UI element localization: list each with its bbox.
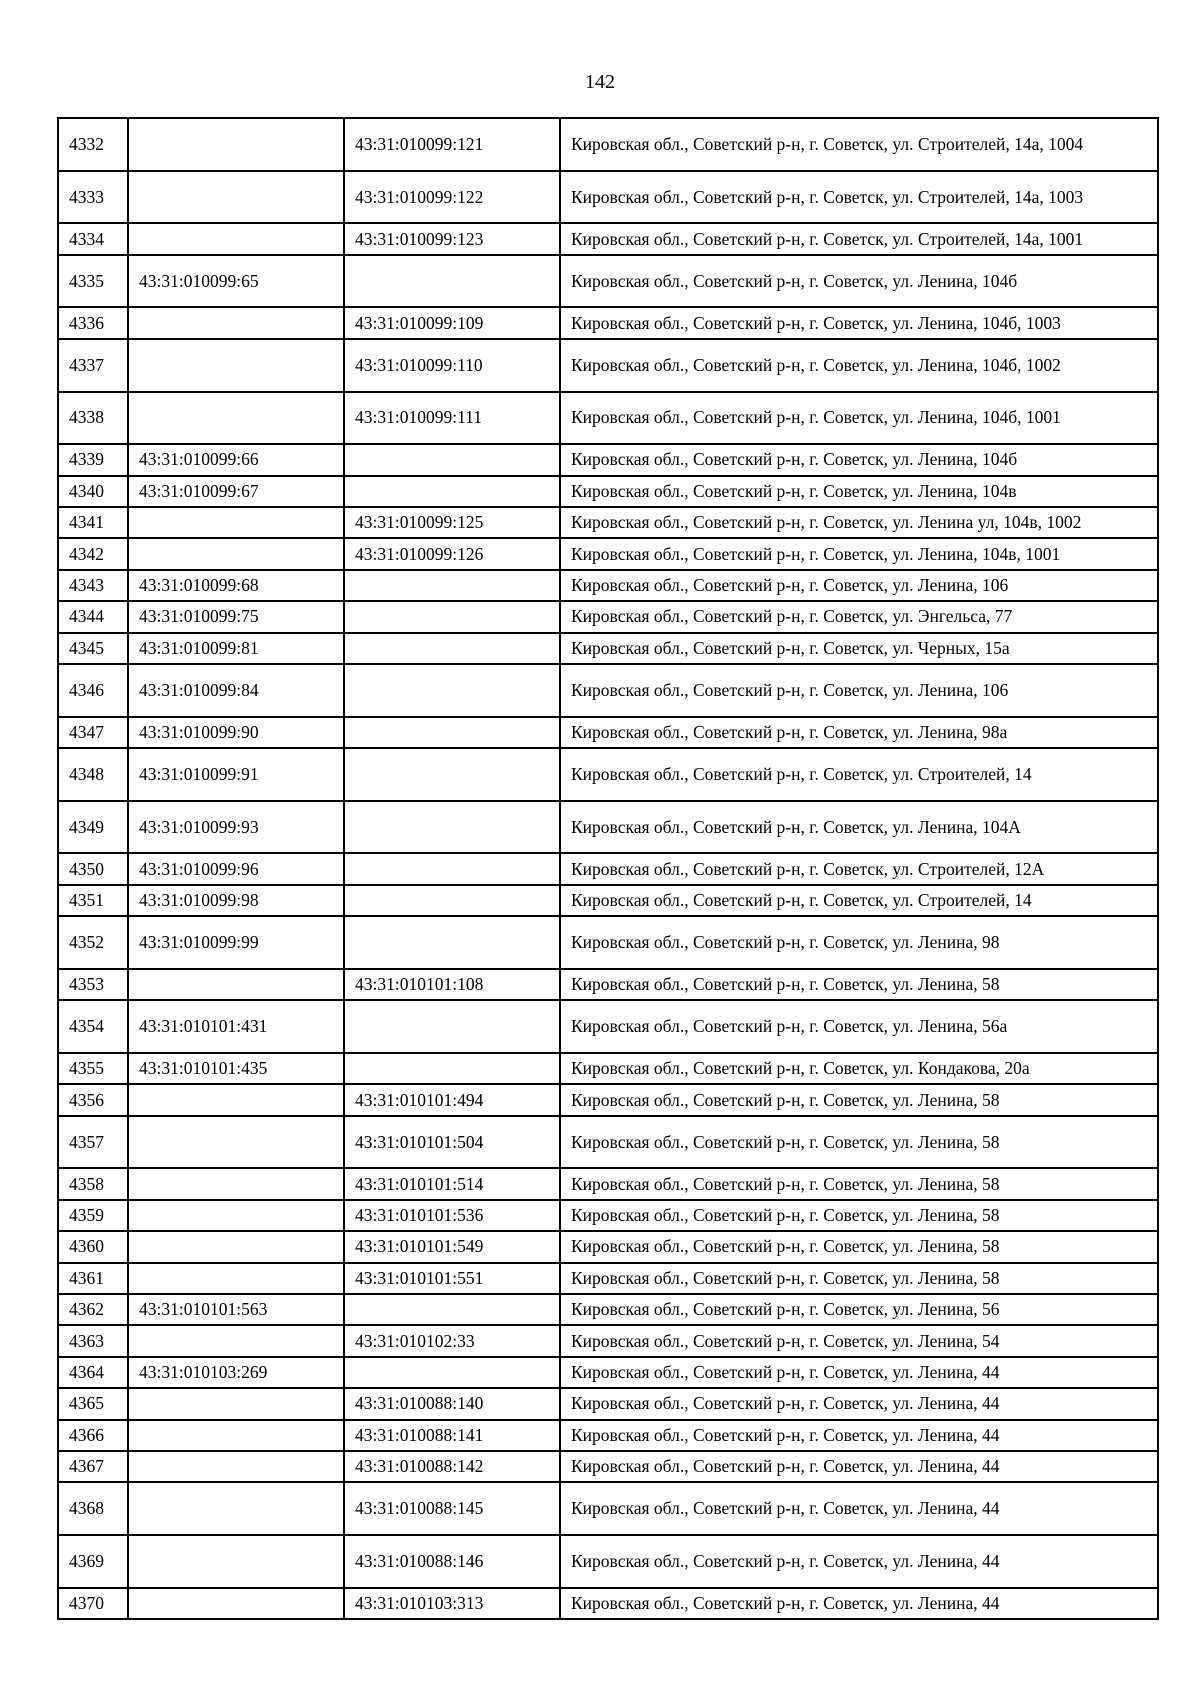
building-cadastral-number-cell: 43:31:010088:145 [344, 1482, 560, 1535]
land-cadastral-number-cell: 43:31:010099:68 [128, 570, 344, 601]
table-row [58, 339, 1158, 392]
land-cadastral-number-cell [128, 307, 344, 338]
table-row [58, 1263, 1158, 1294]
row-number-cell: 4347 [58, 717, 128, 748]
address-cell: Кировская обл., Советский р-н, г. Советск, ул. Строителей, 14 [560, 748, 1158, 801]
building-cadastral-number-cell: 43:31:010101:494 [344, 1084, 560, 1115]
table-row [58, 1357, 1158, 1388]
land-cadastral-number-cell [128, 1168, 344, 1199]
row-number-cell: 4354 [58, 1000, 128, 1053]
land-cadastral-number-cell: 43:31:010099:91 [128, 748, 344, 801]
land-cadastral-number-cell [128, 392, 344, 445]
row-number-cell: 4361 [58, 1263, 128, 1294]
address-cell: Кировская обл., Советский р-н, г. Советск, ул. Ленина, 56 [560, 1294, 1158, 1325]
building-cadastral-number-cell: 43:31:010088:146 [344, 1535, 560, 1588]
table-body [58, 118, 1158, 1619]
building-cadastral-number-cell [344, 444, 560, 475]
table-row [58, 1000, 1158, 1053]
row-number-cell: 4362 [58, 1294, 128, 1325]
land-cadastral-number-cell: 43:31:010101:563 [128, 1294, 344, 1325]
address-cell: Кировская обл., Советский р-н, г. Советск, ул. Ленина, 104в, 1001 [560, 538, 1158, 569]
address-cell: Кировская обл., Советский р-н, г. Советск, ул. Ленина, 98 [560, 916, 1158, 969]
table-row [58, 476, 1158, 507]
address-cell: Кировская обл., Советский р-н, г. Советск, ул. Ленина, 104б [560, 444, 1158, 475]
land-cadastral-number-cell [128, 1451, 344, 1482]
building-cadastral-number-cell [344, 633, 560, 664]
land-cadastral-number-cell: 43:31:010103:269 [128, 1357, 344, 1388]
table-row [58, 255, 1158, 308]
building-cadastral-number-cell [344, 916, 560, 969]
row-number-cell: 4363 [58, 1325, 128, 1356]
row-number-cell: 4339 [58, 444, 128, 475]
address-cell: Кировская обл., Советский р-н, г. Советск, ул. Ленина, 56а [560, 1000, 1158, 1053]
land-cadastral-number-cell: 43:31:010099:81 [128, 633, 344, 664]
building-cadastral-number-cell: 43:31:010099:121 [344, 118, 560, 171]
land-cadastral-number-cell [128, 507, 344, 538]
row-number-cell: 4342 [58, 538, 128, 569]
building-cadastral-number-cell: 43:31:010101:536 [344, 1200, 560, 1231]
address-cell: Кировская обл., Советский р-н, г. Советск, ул. Ленина, 44 [560, 1535, 1158, 1588]
address-cell: Кировская обл., Советский р-н, г. Советск, ул. Ленина, 54 [560, 1325, 1158, 1356]
row-number-cell: 4369 [58, 1535, 128, 1588]
land-cadastral-number-cell: 43:31:010099:99 [128, 916, 344, 969]
row-number-cell: 4346 [58, 664, 128, 717]
address-cell: Кировская обл., Советский р-н, г. Советск, ул. Ленина, 58 [560, 1116, 1158, 1169]
address-cell: Кировская обл., Советский р-н, г. Советск, ул. Ленина, 106 [560, 664, 1158, 717]
address-cell: Кировская обл., Советский р-н, г. Советск, ул. Ленина, 58 [560, 1084, 1158, 1115]
row-number-cell: 4334 [58, 223, 128, 254]
land-cadastral-number-cell: 43:31:010101:435 [128, 1053, 344, 1084]
building-cadastral-number-cell [344, 717, 560, 748]
land-cadastral-number-cell: 43:31:010099:90 [128, 717, 344, 748]
building-cadastral-number-cell: 43:31:010099:111 [344, 392, 560, 445]
land-cadastral-number-cell: 43:31:010099:98 [128, 885, 344, 916]
address-cell: Кировская обл., Советский р-н, г. Советск, ул. Ленина, 104в [560, 476, 1158, 507]
table-row [58, 1294, 1158, 1325]
building-cadastral-number-cell: 43:31:010101:551 [344, 1263, 560, 1294]
table-row [58, 570, 1158, 601]
row-number-cell: 4337 [58, 339, 128, 392]
address-cell: Кировская обл., Советский р-н, г. Советск, ул. Строителей, 14а, 1003 [560, 171, 1158, 224]
building-cadastral-number-cell: 43:31:010099:125 [344, 507, 560, 538]
row-number-cell: 4349 [58, 801, 128, 854]
building-cadastral-number-cell [344, 570, 560, 601]
building-cadastral-number-cell [344, 255, 560, 308]
address-cell: Кировская обл., Советский р-н, г. Советск, ул. Ленина, 58 [560, 1168, 1158, 1199]
land-cadastral-number-cell [128, 223, 344, 254]
table-row [58, 601, 1158, 632]
row-number-cell: 4356 [58, 1084, 128, 1115]
address-cell: Кировская обл., Советский р-н, г. Советск, ул. Ленина, 58 [560, 1231, 1158, 1262]
building-cadastral-number-cell: 43:31:010102:33 [344, 1325, 560, 1356]
land-cadastral-number-cell [128, 118, 344, 171]
address-cell: Кировская обл., Советский р-н, г. Советск, ул. Ленина ул, 104в, 1002 [560, 507, 1158, 538]
building-cadastral-number-cell: 43:31:010101:514 [344, 1168, 560, 1199]
land-cadastral-number-cell [128, 171, 344, 224]
land-cadastral-number-cell [128, 1116, 344, 1169]
table-row [58, 1588, 1158, 1619]
building-cadastral-number-cell: 43:31:010101:549 [344, 1231, 560, 1262]
land-cadastral-number-cell [128, 1388, 344, 1419]
row-number-cell: 4365 [58, 1388, 128, 1419]
row-number-cell: 4345 [58, 633, 128, 664]
row-number-cell: 4338 [58, 392, 128, 445]
building-cadastral-number-cell: 43:31:010099:110 [344, 339, 560, 392]
building-cadastral-number-cell [344, 1053, 560, 1084]
land-cadastral-number-cell [128, 1482, 344, 1535]
address-cell: Кировская обл., Советский р-н, г. Советск, ул. Строителей, 14а, 1004 [560, 118, 1158, 171]
address-cell: Кировская обл., Советский р-н, г. Советск, ул. Энгельса, 77 [560, 601, 1158, 632]
row-number-cell: 4343 [58, 570, 128, 601]
row-number-cell: 4360 [58, 1231, 128, 1262]
building-cadastral-number-cell: 43:31:010099:122 [344, 171, 560, 224]
row-number-cell: 4348 [58, 748, 128, 801]
address-cell: Кировская обл., Советский р-н, г. Советск, ул. Ленина, 44 [560, 1482, 1158, 1535]
building-cadastral-number-cell [344, 476, 560, 507]
row-number-cell: 4344 [58, 601, 128, 632]
address-cell: Кировская обл., Советский р-н, г. Советск, ул. Ленина, 58 [560, 1200, 1158, 1231]
land-cadastral-number-cell: 43:31:010099:67 [128, 476, 344, 507]
land-cadastral-number-cell: 43:31:010099:66 [128, 444, 344, 475]
building-cadastral-number-cell: 43:31:010088:140 [344, 1388, 560, 1419]
table-row [58, 1451, 1158, 1482]
row-number-cell: 4350 [58, 853, 128, 884]
building-cadastral-number-cell: 43:31:010088:142 [344, 1451, 560, 1482]
building-cadastral-number-cell: 43:31:010099:123 [344, 223, 560, 254]
table-row [58, 633, 1158, 664]
table-row [58, 1482, 1158, 1535]
building-cadastral-number-cell [344, 1000, 560, 1053]
building-cadastral-number-cell: 43:31:010099:126 [344, 538, 560, 569]
building-cadastral-number-cell [344, 601, 560, 632]
row-number-cell: 4370 [58, 1588, 128, 1619]
table-row [58, 223, 1158, 254]
table-row [58, 444, 1158, 475]
address-cell: Кировская обл., Советский р-н, г. Советск, ул. Строителей, 12А [560, 853, 1158, 884]
land-cadastral-number-cell: 43:31:010099:75 [128, 601, 344, 632]
row-number-cell: 4368 [58, 1482, 128, 1535]
building-cadastral-number-cell [344, 853, 560, 884]
land-cadastral-number-cell: 43:31:010099:96 [128, 853, 344, 884]
table-row [58, 307, 1158, 338]
row-number-cell: 4364 [58, 1357, 128, 1388]
row-number-cell: 4366 [58, 1420, 128, 1451]
building-cadastral-number-cell: 43:31:010101:108 [344, 969, 560, 1000]
address-cell: Кировская обл., Советский р-н, г. Советск, ул. Ленина, 58 [560, 1263, 1158, 1294]
address-cell: Кировская обл., Советский р-н, г. Советск, ул. Ленина, 44 [560, 1588, 1158, 1619]
address-cell: Кировская обл., Советский р-н, г. Советск, ул. Строителей, 14 [560, 885, 1158, 916]
address-cell: Кировская обл., Советский р-н, г. Советск, ул. Ленина, 44 [560, 1357, 1158, 1388]
address-cell: Кировская обл., Советский р-н, г. Советск, ул. Ленина, 104б, 1001 [560, 392, 1158, 445]
land-cadastral-number-cell [128, 339, 344, 392]
table-row [58, 1420, 1158, 1451]
row-number-cell: 4335 [58, 255, 128, 308]
table-row [58, 885, 1158, 916]
table-row [58, 1325, 1158, 1356]
address-cell: Кировская обл., Советский р-н, г. Советск, ул. Ленина, 104б, 1002 [560, 339, 1158, 392]
row-number-cell: 4355 [58, 1053, 128, 1084]
table-row [58, 1200, 1158, 1231]
row-number-cell: 4352 [58, 916, 128, 969]
land-cadastral-number-cell [128, 1325, 344, 1356]
table-row [58, 853, 1158, 884]
land-cadastral-number-cell [128, 1535, 344, 1588]
land-cadastral-number-cell [128, 1263, 344, 1294]
building-cadastral-number-cell: 43:31:010099:109 [344, 307, 560, 338]
building-cadastral-number-cell [344, 1294, 560, 1325]
row-number-cell: 4353 [58, 969, 128, 1000]
table-row [58, 1231, 1158, 1262]
building-cadastral-number-cell [344, 664, 560, 717]
land-cadastral-number-cell [128, 1231, 344, 1262]
row-number-cell: 4357 [58, 1116, 128, 1169]
land-cadastral-number-cell [128, 1420, 344, 1451]
address-cell: Кировская обл., Советский р-н, г. Советск, ул. Ленина, 44 [560, 1420, 1158, 1451]
land-cadastral-number-cell: 43:31:010101:431 [128, 1000, 344, 1053]
table-row [58, 171, 1158, 224]
land-cadastral-number-cell [128, 969, 344, 1000]
land-cadastral-number-cell [128, 1084, 344, 1115]
building-cadastral-number-cell: 43:31:010103:313 [344, 1588, 560, 1619]
table-row [58, 1053, 1158, 1084]
table-row [58, 538, 1158, 569]
address-cell: Кировская обл., Советский р-н, г. Советск, ул. Ленина, 58 [560, 969, 1158, 1000]
table-row [58, 916, 1158, 969]
address-cell: Кировская обл., Советский р-н, г. Советск, ул. Ленина, 104А [560, 801, 1158, 854]
address-cell: Кировская обл., Советский р-н, г. Советск, ул. Ленина, 104б, 1003 [560, 307, 1158, 338]
table-row [58, 1535, 1158, 1588]
row-number-cell: 4332 [58, 118, 128, 171]
land-cadastral-number-cell: 43:31:010099:84 [128, 664, 344, 717]
table-row [58, 717, 1158, 748]
address-cell: Кировская обл., Советский р-н, г. Советск, ул. Ленина, 98а [560, 717, 1158, 748]
table-row [58, 1388, 1158, 1419]
building-cadastral-number-cell: 43:31:010101:504 [344, 1116, 560, 1169]
row-number-cell: 4358 [58, 1168, 128, 1199]
property-registry-table [57, 117, 1159, 1620]
address-cell: Кировская обл., Советский р-н, г. Советск, ул. Кондакова, 20а [560, 1053, 1158, 1084]
table-row [58, 664, 1158, 717]
row-number-cell: 4359 [58, 1200, 128, 1231]
address-cell: Кировская обл., Советский р-н, г. Советск, ул. Ленина, 104б [560, 255, 1158, 308]
address-cell: Кировская обл., Советский р-н, г. Советск, ул. Ленина, 44 [560, 1451, 1158, 1482]
address-cell: Кировская обл., Советский р-н, г. Советск, ул. Черных, 15а [560, 633, 1158, 664]
land-cadastral-number-cell: 43:31:010099:93 [128, 801, 344, 854]
building-cadastral-number-cell [344, 885, 560, 916]
table-row [58, 1084, 1158, 1115]
building-cadastral-number-cell [344, 748, 560, 801]
table-row [58, 1116, 1158, 1169]
land-cadastral-number-cell: 43:31:010099:65 [128, 255, 344, 308]
address-cell: Кировская обл., Советский р-н, г. Советск, ул. Ленина, 44 [560, 1388, 1158, 1419]
land-cadastral-number-cell [128, 1200, 344, 1231]
building-cadastral-number-cell [344, 801, 560, 854]
building-cadastral-number-cell [344, 1357, 560, 1388]
row-number-cell: 4351 [58, 885, 128, 916]
land-cadastral-number-cell [128, 538, 344, 569]
row-number-cell: 4336 [58, 307, 128, 338]
table-row [58, 969, 1158, 1000]
row-number-cell: 4340 [58, 476, 128, 507]
table-row [58, 801, 1158, 854]
page-number: 142 [585, 71, 615, 93]
land-cadastral-number-cell [128, 1588, 344, 1619]
address-cell: Кировская обл., Советский р-н, г. Советск, ул. Ленина, 106 [560, 570, 1158, 601]
address-cell: Кировская обл., Советский р-н, г. Советск, ул. Строителей, 14а, 1001 [560, 223, 1158, 254]
table-row [58, 507, 1158, 538]
row-number-cell: 4333 [58, 171, 128, 224]
row-number-cell: 4341 [58, 507, 128, 538]
table-row [58, 748, 1158, 801]
table-row [58, 392, 1158, 445]
building-cadastral-number-cell: 43:31:010088:141 [344, 1420, 560, 1451]
row-number-cell: 4367 [58, 1451, 128, 1482]
table-row [58, 118, 1158, 171]
table-row [58, 1168, 1158, 1199]
